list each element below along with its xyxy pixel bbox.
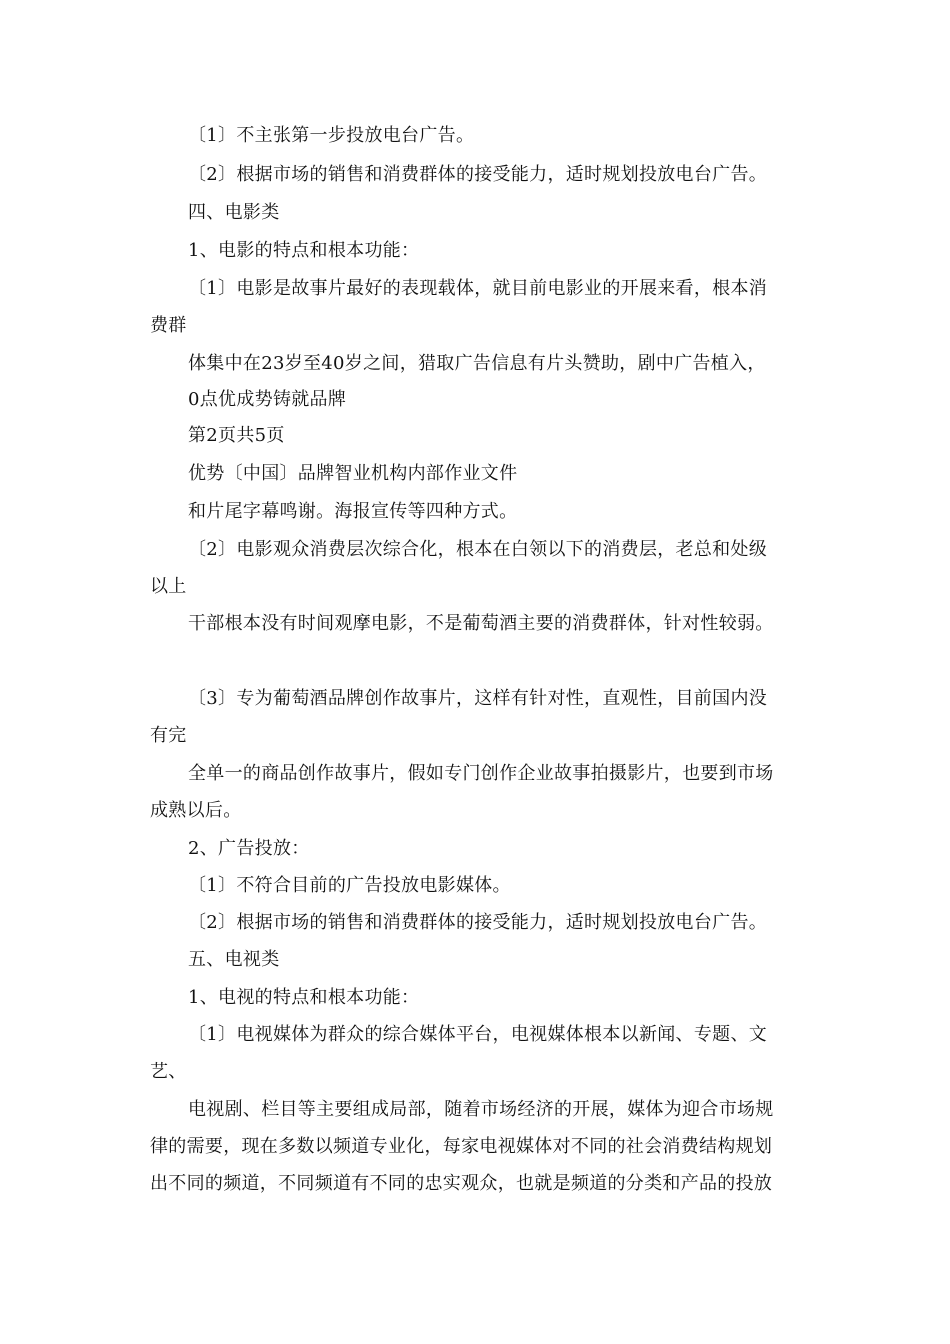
text-line: 体集中在23岁至40岁之间，猎取广告信息有片头赞助，剧中广告植入， xyxy=(188,353,766,374)
text-line: 〔1〕电视媒体为群众的综合媒体平台，电视媒体根本以新闻、专题、文 xyxy=(188,1024,768,1045)
subsection-heading: 2、广告投放： xyxy=(188,838,310,859)
text-line: 艺、 xyxy=(150,1061,187,1082)
text-line: 全单一的商品创作故事片，假如专门创作企业故事拍摄影片，也要到市场 xyxy=(188,763,774,784)
text-line: 成熟以后。 xyxy=(150,800,242,821)
text-line: 出不同的频道，不同频道有不同的忠实观众，也就是频道的分类和产品的投放 xyxy=(150,1173,773,1194)
text-line: 〔2〕根据市场的销售和消费群体的接受能力，适时规划投放电台广告。 xyxy=(188,912,768,933)
subsection-heading: 1、电影的特点和根本功能： xyxy=(188,240,420,261)
text-line: 费群 xyxy=(150,315,187,336)
text-line: 〔2〕根据市场的销售和消费群体的接受能力，适时规划投放电台广告。 xyxy=(188,164,768,185)
footer-slogan: 0点优成势铸就品牌 xyxy=(188,389,347,410)
text-line: 〔2〕电影观众消费层次综合化，根本在白领以下的消费层，老总和处级 xyxy=(188,539,768,560)
text-line: 以上 xyxy=(150,576,187,597)
text-line: 和片尾字幕鸣谢。海报宣传等四种方式。 xyxy=(188,501,518,522)
subsection-heading: 1、电视的特点和根本功能： xyxy=(188,987,420,1008)
text-line: 电视剧、栏目等主要组成局部，随着市场经济的开展，媒体为迎合市场规 xyxy=(188,1099,774,1120)
text-line: 〔1〕不符合目前的广告投放电影媒体。 xyxy=(188,875,511,896)
text-line: 〔1〕电影是故事片最好的表现载体，就目前电影业的开展来看，根本消 xyxy=(188,278,768,299)
page-number: 第2页共5页 xyxy=(188,425,285,446)
text-line: 〔3〕专为葡萄酒品牌创作故事片，这样有针对性，直观性，目前国内没 xyxy=(188,688,768,709)
header-text: 优势〔中国〕品牌智业机构内部作业文件 xyxy=(188,463,518,484)
text-line: 律的需要，现在多数以频道专业化，每家电视媒体对不同的社会消费结构规划 xyxy=(150,1136,773,1157)
section-heading: 四、电影类 xyxy=(188,202,280,223)
text-line: 干部根本没有时间观摩电影，不是葡萄酒主要的消费群体，针对性较弱。 xyxy=(188,613,774,634)
text-line: 〔1〕不主张第一步投放电台广告。 xyxy=(188,125,475,146)
section-heading: 五、电视类 xyxy=(188,949,280,970)
text-line: 有完 xyxy=(150,725,187,746)
